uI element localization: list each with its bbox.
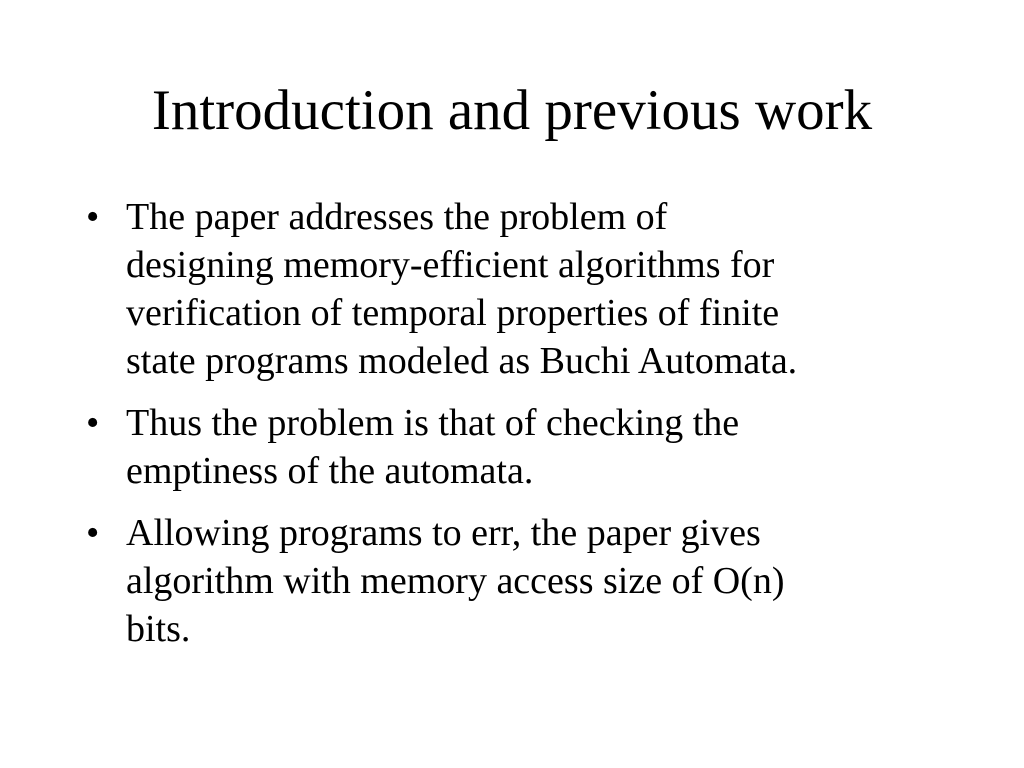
bullet-line: Allowing programs to err, the paper gives <box>126 512 761 554</box>
bullet-item-2 <box>86 399 946 495</box>
bullet-line: The paper addresses the problem of <box>126 196 668 238</box>
bullet-line: algorithm with memory access size of O(n) <box>126 560 785 602</box>
bullet-line: state programs modeled as Buchi Automata. <box>126 340 798 382</box>
bullet-item-3 <box>86 509 946 653</box>
bullet-icon: • <box>86 402 100 444</box>
slide-title: Introduction and previous work <box>151 79 873 142</box>
bullet-line: bits. <box>126 608 191 650</box>
bullet-item-1 <box>86 193 946 385</box>
bullet-icon: • <box>86 512 100 554</box>
bullet-line: emptiness of the automata. <box>126 450 534 492</box>
bullet-line: designing memory-efficient algorithms for <box>126 244 775 286</box>
bullet-line: Thus the problem is that of checking the <box>126 402 740 444</box>
bullet-icon: • <box>86 196 100 238</box>
bullet-list <box>86 193 946 667</box>
bullet-line: verification of temporal properties of finite <box>126 292 780 334</box>
